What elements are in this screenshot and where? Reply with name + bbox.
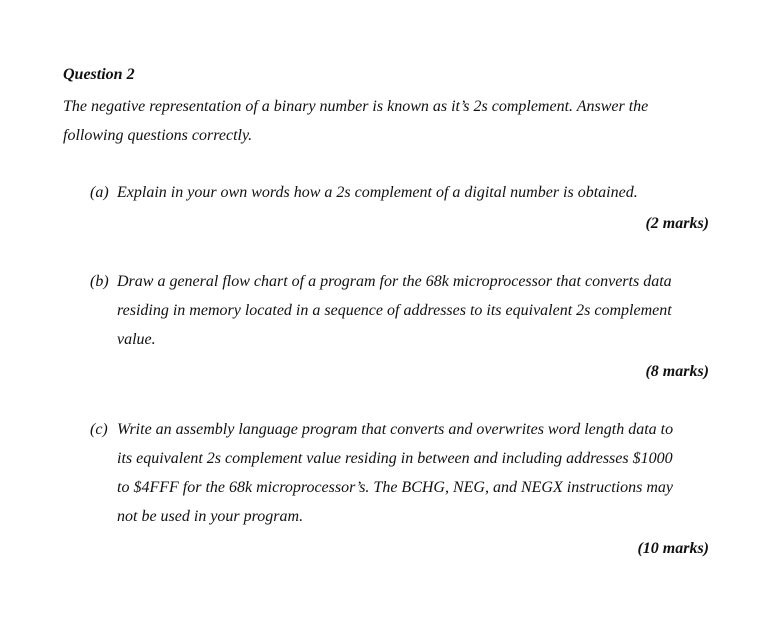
part-a-label: (a) — [90, 184, 109, 201]
part-a-line-1 — [90, 178, 710, 207]
question-intro-line-1: The negative representation of a binary number is known as it’s 2s complement. Answer the — [63, 98, 649, 115]
part-a-text-1: Explain in your own words how a 2s complement of a digital number is obtained. — [117, 184, 638, 201]
part-b — [90, 267, 710, 354]
part-b-line-3: value. — [117, 331, 156, 348]
part-a-marks: (2 marks) — [645, 215, 709, 232]
question-intro-line-2: following questions correctly. — [63, 127, 253, 144]
part-c — [90, 415, 710, 531]
part-a — [90, 178, 710, 207]
part-b-label: (b) — [90, 273, 109, 290]
part-b-line-2: residing in memory located in a sequence of addresses to its equivalent 2s complement — [117, 302, 672, 319]
question-intro — [63, 92, 723, 150]
part-c-line-2: its equivalent 2s complement value residing in between and including addresses $1000 — [117, 450, 673, 467]
part-b-marks: (8 marks) — [645, 363, 709, 380]
part-c-marks: (10 marks) — [637, 540, 709, 557]
question-title: Question 2 — [63, 66, 135, 83]
part-b-text-1: Draw a general flow chart of a program for the 68k microprocessor that converts data — [117, 273, 672, 290]
part-c-line-3: to $4FFF for the 68k microprocessor’s. The BCHG, NEG, and NEGX instructions may — [117, 479, 673, 496]
part-b-line-1 — [90, 267, 710, 296]
part-c-label: (c) — [90, 421, 108, 438]
part-c-line-1 — [90, 415, 710, 444]
part-c-text-1: Write an assembly language program that converts and overwrites word length data to — [117, 421, 674, 438]
part-c-line-4: not be used in your program. — [117, 508, 304, 525]
